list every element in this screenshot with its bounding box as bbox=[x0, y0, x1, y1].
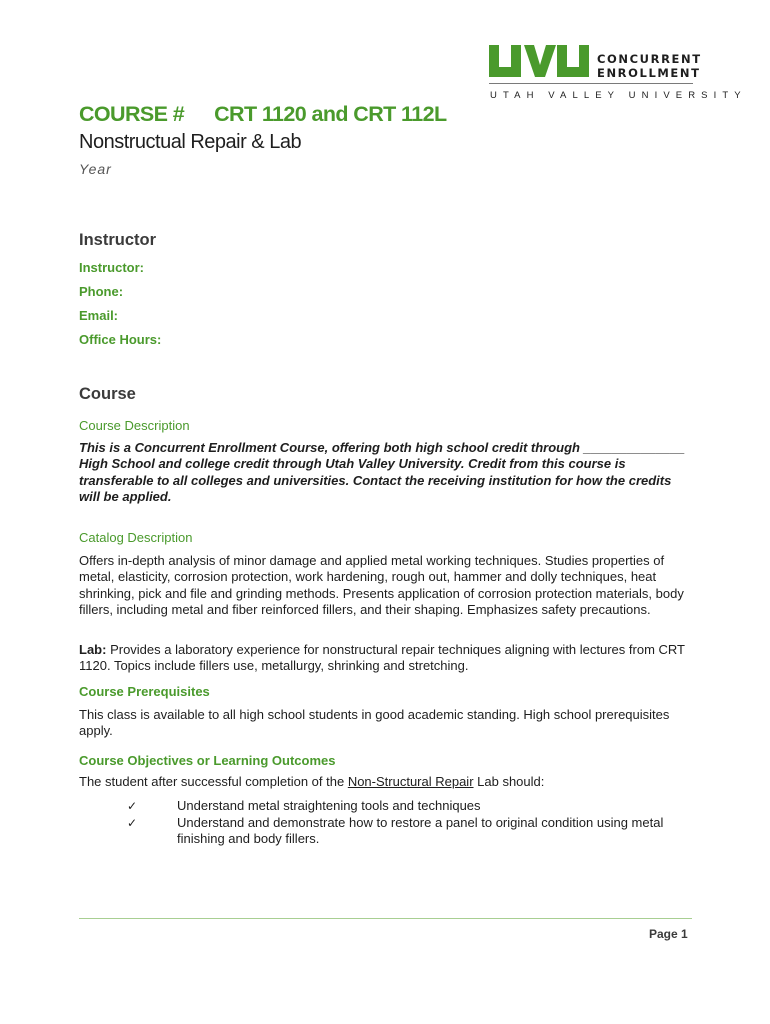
course-number-label: COURSE # bbox=[79, 102, 185, 126]
course-name-link: Non-Structural Repair bbox=[347, 774, 474, 789]
course-number: CRT 1120 and CRT 112L bbox=[214, 102, 447, 126]
course-description-label: Course Description bbox=[79, 418, 190, 433]
lab-label: Lab: bbox=[79, 642, 107, 657]
course-number-heading bbox=[79, 102, 446, 127]
page-number: Page 1 bbox=[649, 927, 688, 941]
course-objectives-label: Course Objectives or Learning Outcomes bbox=[79, 753, 336, 768]
course-name: Nonstructual Repair & Lab bbox=[79, 131, 302, 153]
footer-divider bbox=[79, 918, 692, 919]
catalog-description-text: Offers in-depth analysis of minor damage and applied metal working techniques. Studies properties of metal, elasticity, corrosion protection, work hardening, rough out, hammer and dolly techniques, heat shrinking, pick and file and grinding methods. Presents application of corrosion protection materials, body fillers, including metal and fiber reinforced fillers, and their shaping. Emphasizes safety precautions. bbox=[79, 553, 684, 618]
university-name: UTAH VALLEY UNIVERSITY bbox=[490, 90, 747, 101]
course-description-text: This is a Concurrent Enrollment Course, offering both high school credit through ______________ High School and college credit through Utah Valley University. Credit from this course is transferable to all colleges and universities. Contact the receiving institution for how the credits will be applied. bbox=[79, 440, 685, 505]
objectives-intro: The student after successful completion of the Non-Structural Repair Lab should: bbox=[79, 774, 545, 789]
checkmark-icon: ✓ bbox=[127, 815, 138, 830]
uvu-logo-mark bbox=[489, 45, 589, 79]
office-hours-label: Office Hours: bbox=[79, 332, 162, 347]
uvu-concurrent-enrollment-logo bbox=[489, 45, 747, 105]
lab-description bbox=[79, 642, 694, 675]
phone-label: Phone: bbox=[79, 284, 124, 299]
year-label: Year bbox=[79, 161, 112, 177]
concurrent-enrollment-wordmark: CONCURRENT ENROLLMENT bbox=[597, 52, 702, 80]
instructor-name-label: Instructor: bbox=[79, 260, 144, 275]
catalog-description-label: Catalog Description bbox=[79, 530, 193, 545]
lab-text: Provides a laboratory experience for nonstructural repair techniques aligning with lectures from CRT 1120. Topics include fillers use, metallurgy, shrinking and stretching. bbox=[79, 642, 685, 674]
course-prerequisites-label: Course Prerequisites bbox=[79, 684, 210, 699]
course-heading: Course bbox=[79, 385, 136, 403]
logo-divider bbox=[489, 83, 693, 84]
course-prerequisites-text: This class is available to all high school students in good academic standing. High school prerequisites apply. bbox=[79, 707, 670, 739]
objectives-list bbox=[127, 798, 687, 848]
list-item: ✓ Understand and demonstrate how to restore a panel to original condition using metal finishing and body fillers. bbox=[127, 814, 664, 846]
checkmark-icon: ✓ bbox=[127, 799, 138, 813]
email-label: Email: bbox=[79, 308, 119, 323]
instructor-heading: Instructor bbox=[79, 231, 157, 249]
list-item: ✓ Understand metal straightening tools and techniques bbox=[127, 798, 481, 813]
